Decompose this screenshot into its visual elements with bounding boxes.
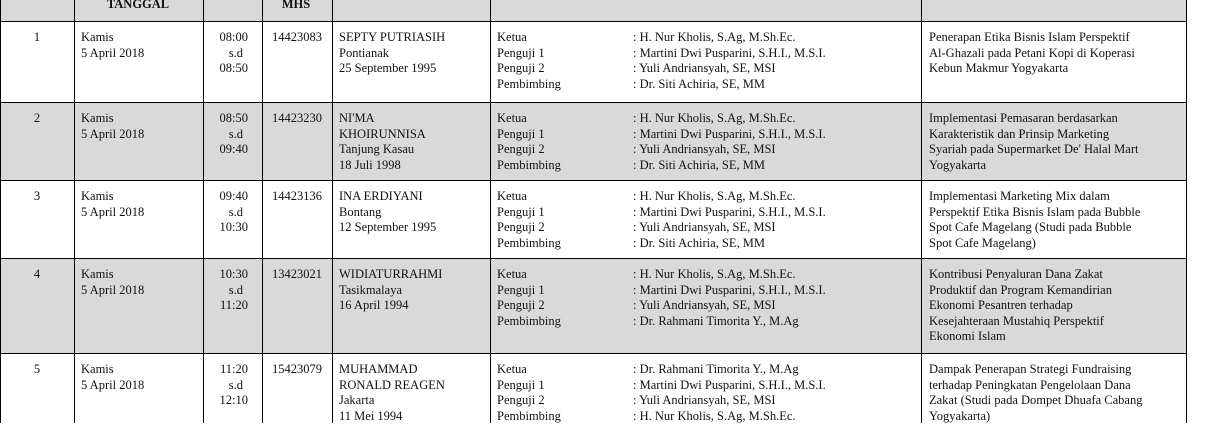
examiner-role: Penguji 2 [497,393,561,409]
row-number: 4 [0,267,74,283]
row-number: 2 [0,111,74,127]
time-end: 11:20 [203,298,248,314]
student-id: 13423021 [262,267,332,283]
examiner-name: : H. Nur Kholis, S.Ag, M.Sh.Ec. [633,30,826,46]
student-line: Jakarta [339,393,445,409]
title-line: Spot Cafe Magelang) [929,236,1140,252]
examiner-role: Ketua [497,111,561,127]
student-line: WIDIATURRAHMI [339,267,442,283]
student-line: 11 Mei 1994 [339,409,445,424]
row-number: 5 [0,362,74,378]
title-line: Produktif dan Program Kemandirian [929,283,1112,299]
student-line: Tanjung Kasau [339,142,426,158]
examiner-role: Penguji 2 [497,220,561,236]
title-line: Yogyakarta) [929,409,1142,424]
examiner-names [633,362,826,424]
student-id: 14423083 [262,30,332,46]
date-cell [81,267,144,298]
column-divider [332,0,333,423]
student-line: 16 April 1994 [339,298,442,314]
examiner-name: : H. Nur Kholis, S.Ag, M.Sh.Ec. [633,189,826,205]
title-line: Kesejahteraan Mustahiq Perspektif [929,314,1112,330]
time-end: 08:50 [203,61,248,77]
title-line: Zakat (Studi pada Dompet Dhuafa Cabang [929,393,1142,409]
examiner-names [633,111,826,173]
day-text: Kamis [81,30,144,46]
examiner-name: : Martini Dwi Pusparini, S.H.I., M.S.I. [633,205,826,221]
title-line: Al-Ghazali pada Petani Kopi di Koperasi [929,46,1135,62]
examiner-role: Penguji 2 [497,61,561,77]
examiner-roles [497,111,561,173]
thesis-title [929,267,1112,345]
column-divider [0,0,1,423]
examiner-name: : Dr. Siti Achiria, SE, MM [633,236,826,252]
examiner-name: : Yuli Andriansyah, SE, MSI [633,142,826,158]
examiner-role: Ketua [497,267,561,283]
time-start: 09:40 [203,189,248,205]
title-line: Penerapan Etika Bisnis Islam Perspektif [929,30,1135,46]
row-number: 1 [0,30,74,46]
time-sep: s.d [203,46,248,62]
examiner-role: Penguji 1 [497,127,561,143]
student-cell [339,362,445,424]
student-line: MUHAMMAD [339,362,445,378]
date-cell [81,30,144,61]
day-text: Kamis [81,267,144,283]
date-text: 5 April 2018 [81,127,144,143]
time-cell [203,189,248,236]
title-line: Karakteristik dan Prinsip Marketing [929,127,1138,143]
day-text: Kamis [81,111,144,127]
thesis-title [929,189,1140,251]
examiner-name: : Dr. Rahmani Timorita Y., M.Ag [633,362,826,378]
title-line: Perspektif Etika Bisnis Islam pada Bubble [929,205,1140,221]
examiner-role: Ketua [497,362,561,378]
student-cell [339,267,442,314]
examiner-roles [497,189,561,251]
date-text: 5 April 2018 [81,46,144,62]
column-divider [921,0,922,423]
column-divider [1186,0,1187,423]
examiner-name: : Dr. Siti Achiria, SE, MM [633,158,826,174]
examiner-name: : Martini Dwi Pusparini, S.H.I., M.S.I. [633,378,826,394]
examiner-name: : Yuli Andriansyah, SE, MSI [633,393,826,409]
title-line: Implementasi Marketing Mix dalam [929,189,1140,205]
student-id: 14423136 [262,189,332,205]
student-line: KHOIRUNNISA [339,127,426,143]
examiner-role: Pembimbing [497,314,561,330]
examiner-names [633,189,826,251]
time-start: 10:30 [203,267,248,283]
time-sep: s.d [203,205,248,221]
examiner-roles [497,362,561,424]
time-cell [203,267,248,314]
day-text: Kamis [81,189,144,205]
examiner-role: Ketua [497,189,561,205]
student-id: 14423230 [262,111,332,127]
time-start: 08:00 [203,30,248,46]
student-line: Pontianak [339,46,445,62]
column-divider [490,0,491,423]
row-divider [0,21,1186,22]
examiner-name: : Yuli Andriansyah, SE, MSI [633,61,826,77]
row-number: 3 [0,189,74,205]
time-cell [203,362,248,409]
time-end: 12:10 [203,393,248,409]
title-line: Syariah pada Supermarket De' Halal Mart [929,142,1138,158]
examiner-name: : Dr. Siti Achiria, SE, MM [633,77,826,93]
examiner-names [633,30,826,92]
student-id: 15423079 [262,362,332,378]
date-text: 5 April 2018 [81,205,144,221]
time-end: 10:30 [203,220,248,236]
examiner-role: Penguji 2 [497,142,561,158]
date-text: 5 April 2018 [81,283,144,299]
examiner-role: Penguji 1 [497,378,561,394]
time-start: 11:20 [203,362,248,378]
time-cell [203,30,248,77]
student-cell [339,111,426,173]
student-line: 18 Juli 1998 [339,158,426,174]
row-divider [0,258,1186,259]
row-divider [0,180,1186,181]
examiner-name: : Martini Dwi Pusparini, S.H.I., M.S.I. [633,127,826,143]
title-line: Kontribusi Penyaluran Dana Zakat [929,267,1112,283]
student-line: RONALD REAGEN [339,378,445,394]
time-sep: s.d [203,127,248,143]
date-text: 5 April 2018 [81,378,144,394]
title-line: Kebun Makmur Yogyakarta [929,61,1135,77]
examiner-role: Ketua [497,30,561,46]
student-cell [339,30,445,77]
examiner-name: : H. Nur Kholis, S.Ag, M.Sh.Ec. [633,409,826,424]
examiner-role: Pembimbing [497,236,561,252]
student-line: Tasikmalaya [339,283,442,299]
title-line: Implementasi Pemasaran berdasarkan [929,111,1138,127]
header-tanggal: TANGGAL [74,0,202,13]
date-cell [81,189,144,220]
title-line: Ekonomi Pesantren terhadap [929,298,1112,314]
title-line: Dampak Penerapan Strategi Fundraising [929,362,1142,378]
thesis-title [929,111,1138,173]
column-divider [74,0,75,423]
row-divider [0,102,1186,103]
examiner-name: : Yuli Andriansyah, SE, MSI [633,220,826,236]
column-divider [203,0,204,423]
examiner-names [633,267,826,329]
examiner-name: : H. Nur Kholis, S.Ag, M.Sh.Ec. [633,111,826,127]
title-line: Spot Cafe Magelang (Studi pada Bubble [929,220,1140,236]
time-start: 08:50 [203,111,248,127]
examiner-role: Pembimbing [497,409,561,424]
examiner-role: Penguji 2 [497,298,561,314]
time-cell [203,111,248,158]
thesis-title [929,30,1135,77]
examiner-role: Pembimbing [497,77,561,93]
examiner-name: : Martini Dwi Pusparini, S.H.I., M.S.I. [633,46,826,62]
date-cell [81,362,144,393]
student-line: NI'MA [339,111,426,127]
title-line: Ekonomi Islam [929,329,1112,345]
examiner-name: : Yuli Andriansyah, SE, MSI [633,298,826,314]
thesis-title [929,362,1142,424]
date-cell [81,111,144,142]
header-mhs: MHS [262,0,330,13]
examiner-name: : Martini Dwi Pusparini, S.H.I., M.S.I. [633,283,826,299]
student-line: 12 September 1995 [339,220,436,236]
time-sep: s.d [203,283,248,299]
title-line: Yogyakarta [929,158,1138,174]
time-end: 09:40 [203,142,248,158]
row-divider [0,353,1186,354]
examiner-role: Pembimbing [497,158,561,174]
title-line: terhadap Peningkatan Pengelolaan Dana [929,378,1142,394]
student-line: INA ERDIYANI [339,189,436,205]
examiner-roles [497,30,561,92]
student-line: Bontang [339,205,436,221]
student-line: 25 September 1995 [339,61,445,77]
examiner-role: Penguji 1 [497,205,561,221]
student-cell [339,189,436,236]
student-line: SEPTY PUTRIASIH [339,30,445,46]
examiner-name: : Dr. Rahmani Timorita Y., M.Ag [633,314,826,330]
column-divider [262,0,263,423]
examiner-role: Penguji 1 [497,46,561,62]
examiner-roles [497,267,561,329]
day-text: Kamis [81,362,144,378]
examiner-role: Penguji 1 [497,283,561,299]
time-sep: s.d [203,378,248,394]
examiner-name: : H. Nur Kholis, S.Ag, M.Sh.Ec. [633,267,826,283]
